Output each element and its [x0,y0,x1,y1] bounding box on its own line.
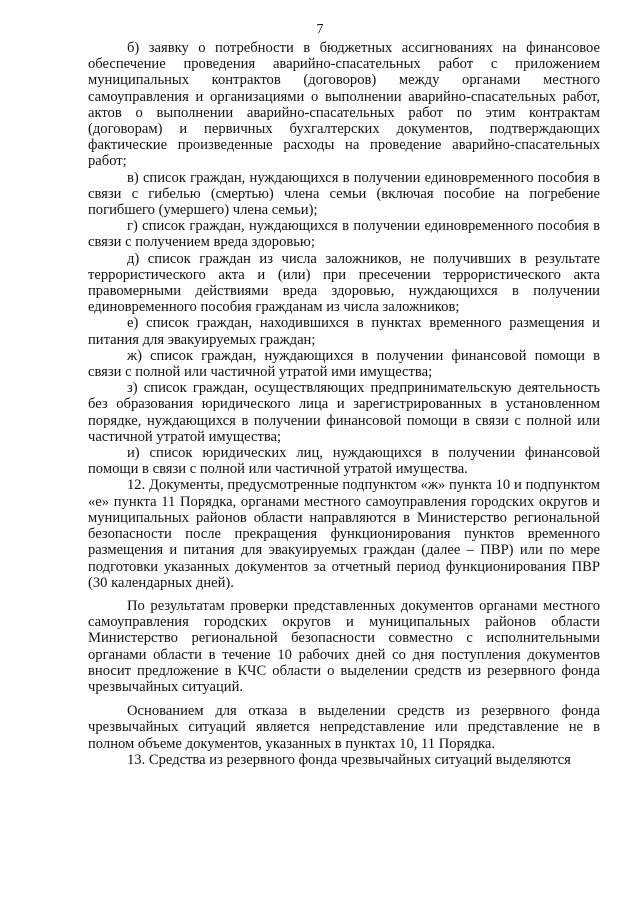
page-number: 7 [316,22,324,37]
paragraph-13-funds: 13. Средства из резервного фонда чрезвычайных ситуаций выделяются [127,751,571,768]
paragraph-d-hostages: д) список граждан из числа заложников, не получивших в результате террористического акта и (или) при пресечении террористического акта правомерными действиями вреда здоровью, нуждающихся в получении единовременного пособия гражданам из числа заложников; [88,250,600,316]
paragraph-z-entrepreneurs: з) список граждан, осуществляющих предпринимательскую деятельность без образования юридического лица и зарегистрированных в установленном порядке, нуждающихся в получении финансовой помощи в связи с полной или частичной утратой имущества; [88,380,600,445]
paragraph-b-application: б) заявку о потребности в бюджетных ассигнованиях на финансовое обеспечение проведения аварийно-спасательных работ с приложением муниципальных контрактов (договоров) между органами местного самоуправления и организациями о выполнении аварийно-спасательных работ, актов о выполнении аварийно-спасательных работ по этим контрактам (договорам) и первичных бухгалтерских документов, подтверждающих фактические произведенные расходы на проведение аварийно-спасательных работ; [88,40,600,170]
paragraph-g-health-damage: г) список граждан, нуждающихся в получении единовременного пособия в связи с получением вреда здоровью; [88,218,600,251]
paragraph-zh-property-loss: ж) список граждан, нуждающихся в получении финансовой помощи в связи с полной или частичной утратой ими имущества; [88,347,600,381]
paragraph-i-legal-entities: и) список юридических лиц, нуждающихся в получении финансовой помощи в связи с полной или частичной утратой имущества. [88,445,600,478]
paragraph-e-temporary-housing: е) список граждан, находившихся в пунктах временного размещения и питания для эвакуируемых граждан; [88,315,600,348]
paragraph-v-death-benefit: в) список граждан, нуждающихся в получении единовременного пособия в связи с гибелью (смертью) члена семьи (включая пособие на погребение погибшего (умершего) члена семьи); [88,169,600,219]
paragraph-12-documents: 12. Документы, предусмотренные подпунктом «ж» пункта 10 и подпунктом «е» пункта 11 Порядка, органами местного самоуправления городских округов и муниципальных районов области направляются в Министерство региональной безопасности после прекращения функционирования пунктов временного размещения и питания для эвакуируемых граждан (далее – ПВР) или по мере подготовки указанных документов за отчетный период функционирования ПВР (30 календарных дней). [88,477,600,591]
paragraph-refusal-grounds: Основанием для отказа в выделении средств из резервного фонда чрезвычайных ситуаций является непредставление или представление не в полном объеме документов, указанных в пунктах 10, 11 Порядка. [88,703,600,752]
document-body [88,40,600,768]
paragraph-review-results: По результатам проверки представленных документов органами местного самоуправления городских округов и муниципальных районов области Министерство региональной безопасности совместно с исполнительными органами области в течение 10 рабочих дней со дня поступления документов вносит предложение в КЧС области о выделении средств из резервного фонда чрезвычайных ситуаций. [88,597,600,695]
